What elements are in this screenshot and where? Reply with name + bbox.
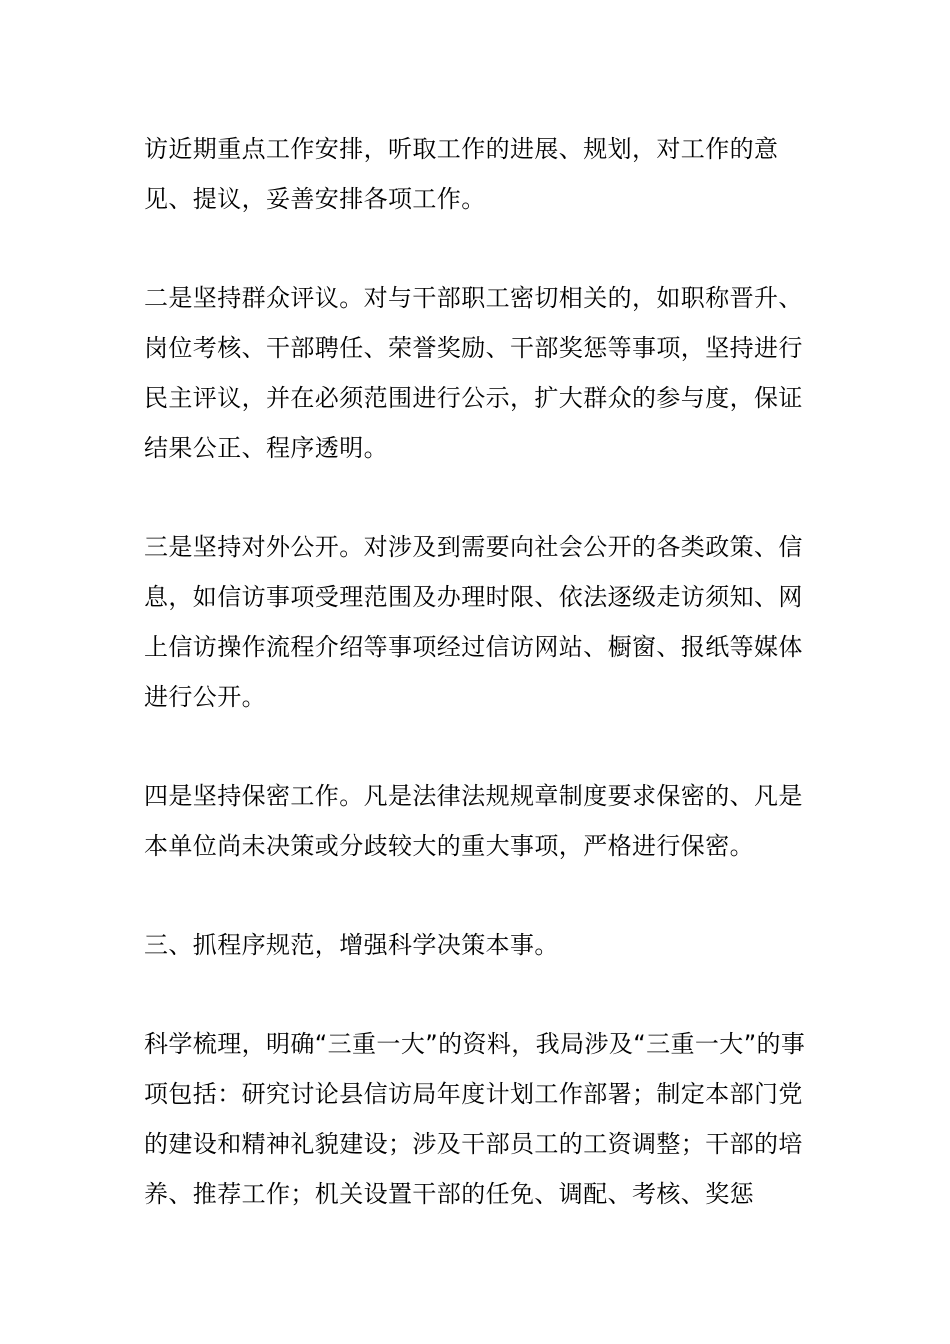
- document-body: [144, 124, 824, 1268]
- paragraph-2: 二是坚持群众评议。对与干部职工密切相关的，如职称晋升、岗位考核、干部聘任、荣誉奖励、干部奖惩等事项，坚持进行民主评议，并在必须范围进行公示，扩大群众的参与度，保证结果公正、程序透明。: [144, 284, 803, 462]
- paragraph-4: 四是坚持保密工作。凡是法律法规规章制度要求保密的、凡是本单位尚未决策或分歧较大的重大事项，严格进行保密。: [144, 782, 803, 860]
- paragraph-1: 访近期重点工作安排，听取工作的进展、规划，对工作的意见、提议，妥善安排各项工作。: [144, 135, 779, 213]
- paragraph-5: 科学梳理，明确“三重一大”的资料，我局涉及“三重一大”的事项包括：研究讨论县信访局年度计划工作部署；制定本部门党的建设和精神礼貌建设；涉及干部员工的工资调整；干部的培养、推荐工作；机关设置干部的任免、调配、考核、奖惩: [144, 1030, 806, 1208]
- paragraph-3: 三是坚持对外公开。对涉及到需要向社会公开的各类政策、信息，如信访事项受理范围及办理时限、依法逐级走访须知、网上信访操作流程介绍等事项经过信访网站、橱窗、报纸等媒体进行公开。: [144, 533, 803, 711]
- section-heading: 三、抓程序规范，增强科学决策本事。: [144, 931, 559, 959]
